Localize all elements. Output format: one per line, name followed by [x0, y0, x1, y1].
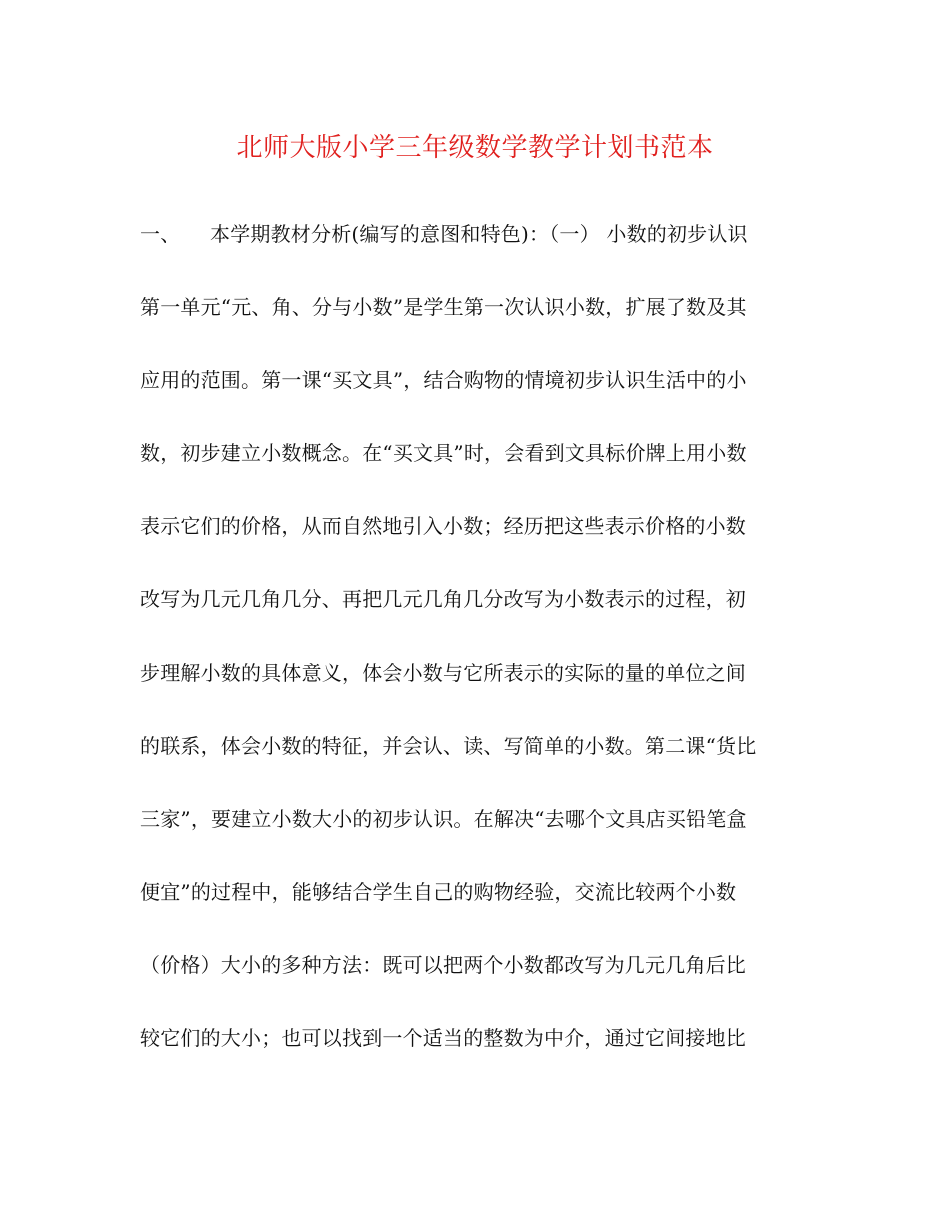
document-title: 北师大版小学三年级数学教学计划书范本 [236, 133, 714, 163]
paragraph-line: 步理解小数的具体意义，体会小数与它所表示的实际的量的单位之间 [140, 660, 746, 685]
paragraph-line: （价格）大小的多种方法：既可以把两个小数都改写为几元几角后比 [140, 952, 746, 977]
paragraph-line: 表示它们的价格，从而自然地引入小数；经历把这些表示价格的小数 [140, 514, 746, 539]
document-body [140, 214, 820, 1091]
paragraph-line: 第一单元“元、角、分与小数”是学生第一次认识小数，扩展了数及其 [140, 295, 747, 320]
paragraph-line: 数，初步建立小数概念。在“买文具”时，会看到文具标价牌上用小数 [140, 441, 747, 466]
paragraph-line: 应用的范围。第一课“买文具”，结合购物的情境初步认识生活中的小 [140, 368, 747, 393]
paragraph-line: 改写为几元几角几分、再把几元几角几分改写为小数表示的过程，初 [140, 587, 746, 612]
section-number: 一、 [140, 222, 181, 246]
paragraph-line: 三家”，要建立小数大小的初步认识。在解决“去哪个文具店买铅笔盒 [140, 806, 747, 831]
paragraph-line: 便宜”的过程中，能够结合学生自己的购物经验，交流比较两个小数 [140, 879, 737, 904]
section-heading: 本学期教材分析(编写的意图和特色)：（一） 小数的初步认识 [210, 222, 748, 246]
paragraph-line [140, 214, 820, 287]
paragraph-line: 的联系，体会小数的特征，并会认、读、写简单的小数。第二课“货比 [140, 733, 757, 758]
paragraph-line: 较它们的大小；也可以找到一个适当的整数为中介，通过它间接地比 [140, 1026, 746, 1051]
